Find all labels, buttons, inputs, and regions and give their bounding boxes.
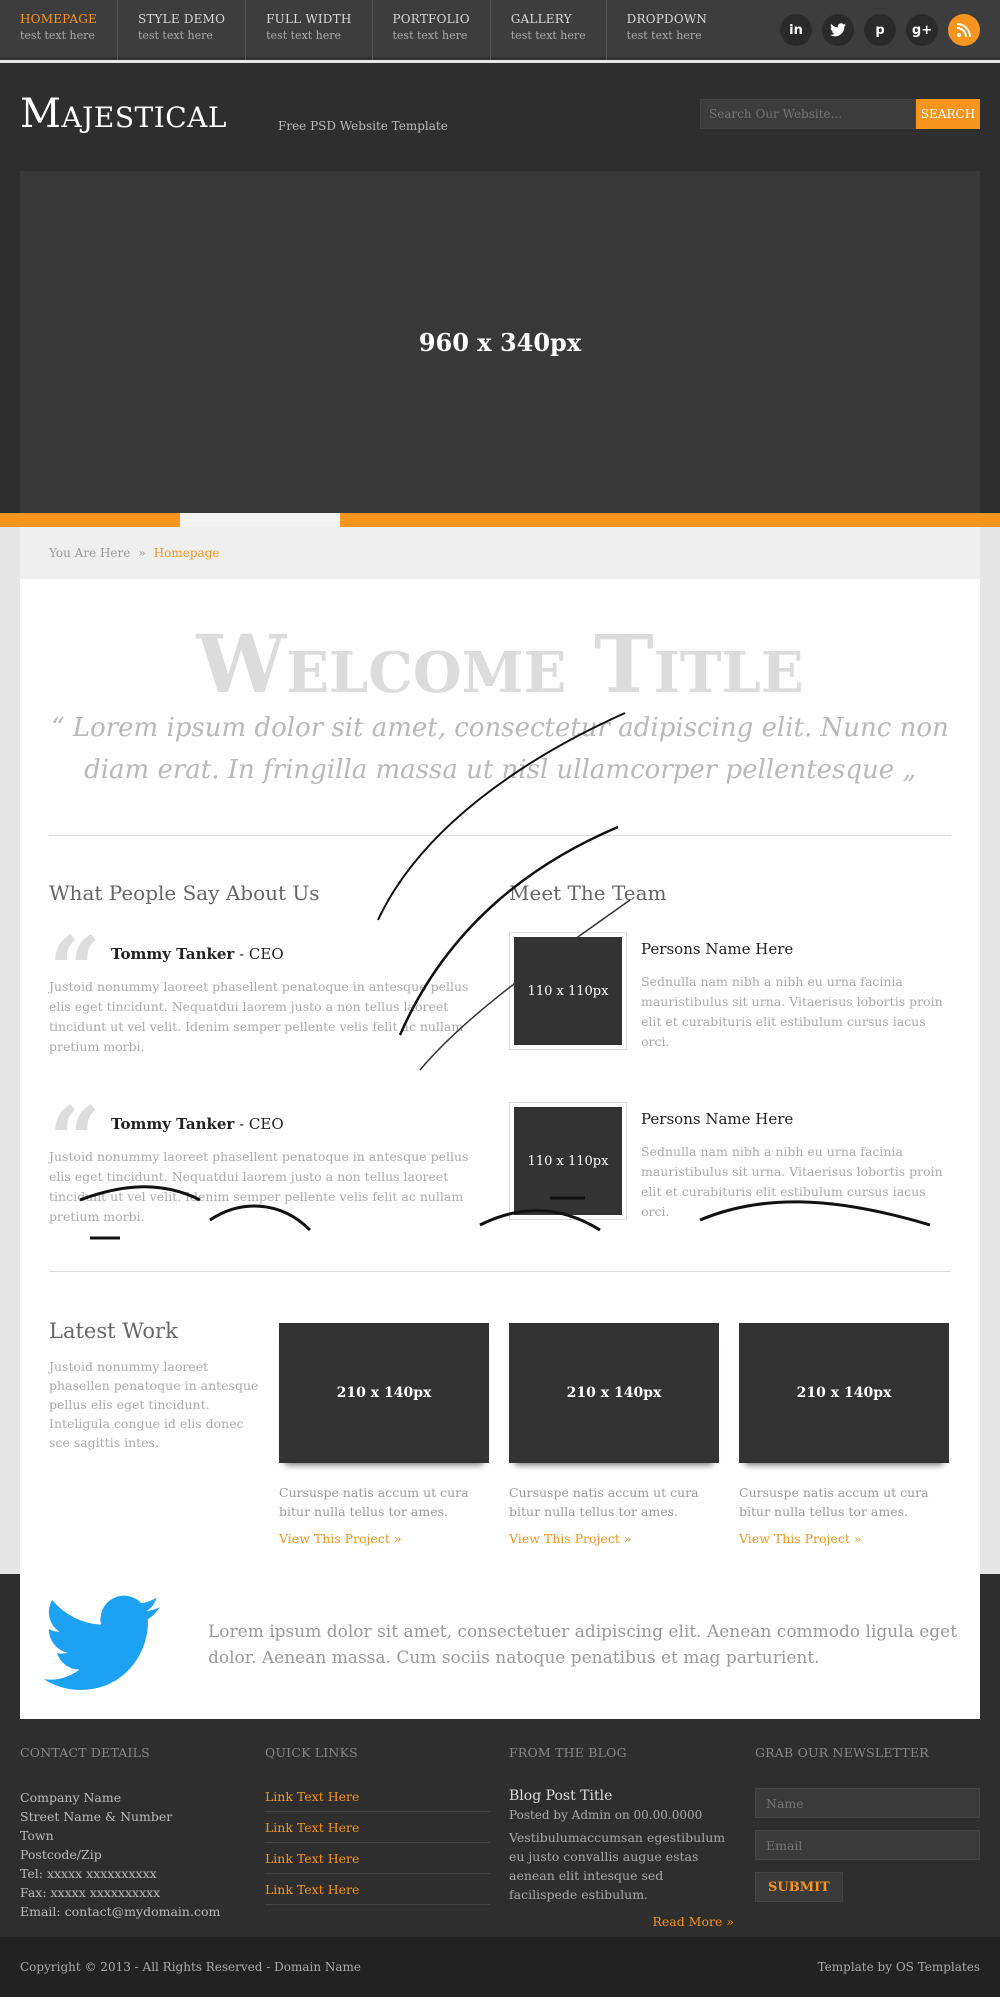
nav-item-style-demo[interactable] bbox=[118, 0, 246, 60]
welcome-quote: “ Lorem ipsum dolor sit amet, consectetur adipiscing elit. Nunc non diam erat. In fringilla massa ut nisl ullamcorper pellentesque „ bbox=[51, 713, 949, 785]
footer-contact bbox=[20, 1745, 245, 1921]
banner-label: 960 x 340px bbox=[418, 327, 582, 357]
main-content bbox=[20, 579, 980, 1574]
member-name: Persons Name Here bbox=[641, 1110, 794, 1128]
pinterest-icon[interactable]: p bbox=[864, 14, 896, 46]
nav-item-sub: test text here bbox=[626, 29, 702, 42]
nav-item-dropdown[interactable] bbox=[607, 0, 727, 60]
quote-icon: “ bbox=[49, 917, 101, 1023]
contact-line: Email: contact@mydomain.com bbox=[20, 1904, 221, 1919]
site-logo[interactable]: Majestical bbox=[20, 91, 227, 137]
divider bbox=[49, 835, 951, 836]
contact-line: Company Name bbox=[20, 1790, 122, 1805]
linkedin-icon[interactable]: in bbox=[780, 14, 812, 46]
testimonials-title: What People Say About Us bbox=[49, 881, 320, 905]
member-bio: Sednulla nam nibh a nibh eu urna facinia mauristibulus sit urna. Vitaerisus lobortis proin elit et curabituris elit estibulum cursus iacus orci. bbox=[641, 1144, 943, 1219]
team-title: Meet The Team bbox=[509, 881, 667, 905]
project-card bbox=[279, 1323, 489, 1546]
search-input[interactable] bbox=[700, 99, 916, 129]
nav-item-sub: test text here bbox=[137, 29, 213, 42]
nav-item-homepage[interactable] bbox=[0, 0, 118, 60]
breadcrumb-prefix: You Are Here bbox=[49, 546, 131, 560]
project-card bbox=[509, 1323, 719, 1546]
tweet-text: Lorem ipsum dolor sit amet, consectetuer adipiscing elit. Aenean commodo ligula eget dolor. Aenean massa. Cum sociis natoque penatibus et mag parturient. bbox=[208, 1622, 958, 1668]
banner-image-placeholder bbox=[20, 171, 980, 513]
copyright-text: Copyright © 2013 - All Rights Reserved - Domain Name bbox=[20, 1960, 362, 1974]
testimonial-author: Tommy Tanker - CEO bbox=[111, 945, 284, 963]
view-project-link[interactable]: View This Project » bbox=[279, 1531, 402, 1546]
accent-bar-gap bbox=[180, 513, 340, 527]
quick-link[interactable]: Link Text Here bbox=[265, 1812, 490, 1843]
welcome-title: Welcome Title bbox=[196, 617, 804, 711]
contact-line: Tel: xxxxx xxxxxxxxxx bbox=[20, 1866, 157, 1881]
quote-icon: “ bbox=[49, 1087, 101, 1193]
project-text: Cursuspe natis accum ut cura bitur nulla tellus tor ames. bbox=[509, 1485, 699, 1519]
quick-link[interactable]: Link Text Here bbox=[265, 1874, 490, 1905]
divider bbox=[49, 1271, 951, 1272]
nav-item-label: STYLE DEMO bbox=[137, 12, 226, 26]
contact-line: Fax: xxxxx xxxxxxxxxx bbox=[20, 1885, 161, 1900]
nav-item-sub: test text here bbox=[392, 29, 468, 42]
latest-work-text: Justoid nonummy laoreet phasellen penatoque in antesque pellus elis eget tincidunt. Inteligula congue id elis donec sce sagittis intes. bbox=[49, 1359, 259, 1450]
footer-quick-links bbox=[265, 1745, 490, 1912]
breadcrumb-separator: » bbox=[138, 546, 146, 560]
breadcrumb bbox=[20, 527, 980, 579]
testimonial-text: Justoid nonummy laoreet phasellent penatoque in antesque pellus elis eget tincidunt. Nequatdui laorem justo a non tellus laoreet tincidunt ut vel velit. Idenim semper pellente velis felit ac nullam pretium morbi. bbox=[49, 979, 469, 1054]
template-credit[interactable]: Template by OS Templates bbox=[817, 1960, 980, 1974]
footer-blog bbox=[509, 1745, 734, 1929]
member-photo: 110 x 110px bbox=[509, 1102, 627, 1220]
banner-section bbox=[0, 171, 1000, 513]
site-tagline: Free PSD Website Template bbox=[278, 119, 448, 133]
nav-item-sub: test text here bbox=[266, 29, 342, 42]
project-thumbnail[interactable]: 210 x 140px bbox=[739, 1323, 949, 1463]
breadcrumb-current[interactable]: Homepage bbox=[153, 546, 220, 560]
quick-link[interactable]: Link Text Here bbox=[265, 1843, 490, 1874]
view-project-link[interactable]: View This Project » bbox=[739, 1531, 862, 1546]
member-bio: Sednulla nam nibh a nibh eu urna facinia mauristibulus sit urna. Vitaerisus lobortis proin elit et curabituris elit estibulum cursus iacus orci. bbox=[641, 974, 943, 1049]
contact-line: Town bbox=[20, 1828, 54, 1843]
project-card bbox=[739, 1323, 949, 1546]
social-links bbox=[780, 14, 980, 46]
nav-item-label: GALLERY bbox=[510, 12, 572, 26]
nav-item-portfolio[interactable] bbox=[373, 0, 491, 60]
newsletter-submit-button[interactable]: SUBMIT bbox=[755, 1872, 843, 1902]
testimonial-text: Justoid nonummy laoreet phasellent penatoque in antesque pellus elis eget tincidunt. Nequatdui laorem justo a non tellus laoreet tincidunt ut vel velit. Idenim semper pellente velis felit ac nullam pretium morbi. bbox=[49, 1149, 469, 1224]
rss-icon[interactable] bbox=[948, 14, 980, 46]
site-footer bbox=[0, 1719, 1000, 1937]
project-thumbnail[interactable]: 210 x 140px bbox=[509, 1323, 719, 1463]
read-more-link[interactable]: Read More » bbox=[652, 1914, 734, 1929]
search-button[interactable]: SEARCH bbox=[916, 99, 980, 129]
nav-item-label: HOMEPAGE bbox=[20, 12, 97, 26]
contact-line: Postcode/Zip bbox=[20, 1847, 102, 1862]
twitter-icon[interactable] bbox=[822, 14, 854, 46]
footer-contact-title: CONTACT DETAILS bbox=[20, 1745, 150, 1760]
nav-item-label: PORTFOLIO bbox=[392, 12, 470, 26]
project-text: Cursuspe natis accum ut cura bitur nulla tellus tor ames. bbox=[739, 1485, 929, 1519]
main-nav bbox=[0, 0, 727, 60]
testimonial-author: Tommy Tanker - CEO bbox=[111, 1115, 284, 1133]
member-photo: 110 x 110px bbox=[509, 932, 627, 1050]
member-name: Persons Name Here bbox=[641, 940, 794, 958]
blog-post-meta: Posted by Admin on 00.00.0000 bbox=[509, 1808, 703, 1822]
twitter-panel bbox=[20, 1574, 980, 1719]
quick-link[interactable]: Link Text Here bbox=[265, 1781, 490, 1812]
project-text: Cursuspe natis accum ut cura bitur nulla tellus tor ames. bbox=[279, 1485, 469, 1519]
breadcrumb-trail bbox=[49, 546, 220, 560]
footer-links-title: QUICK LINKS bbox=[265, 1745, 358, 1760]
nav-item-sub: test text here bbox=[20, 29, 95, 42]
accent-bar bbox=[0, 513, 1000, 527]
nav-item-label: DROPDOWN bbox=[626, 12, 708, 26]
nav-item-full-width[interactable] bbox=[246, 0, 372, 60]
footer-newsletter-title: GRAB OUR NEWSLETTER bbox=[755, 1745, 929, 1760]
nav-item-label: FULL WIDTH bbox=[266, 12, 352, 26]
nav-item-sub: test text here bbox=[510, 29, 586, 42]
view-project-link[interactable]: View This Project » bbox=[509, 1531, 632, 1546]
blog-post-title[interactable]: Blog Post Title bbox=[509, 1788, 613, 1804]
newsletter-name-input[interactable] bbox=[755, 1788, 980, 1818]
footer-blog-title: FROM THE BLOG bbox=[509, 1745, 627, 1760]
nav-item-gallery[interactable] bbox=[491, 0, 607, 60]
project-thumbnail[interactable]: 210 x 140px bbox=[279, 1323, 489, 1463]
top-navigation-bar bbox=[0, 0, 1000, 60]
newsletter-email-input[interactable] bbox=[755, 1830, 980, 1860]
google-plus-icon[interactable]: g+ bbox=[906, 14, 938, 46]
search-form bbox=[700, 99, 980, 129]
copyright-bar bbox=[0, 1937, 1000, 1997]
twitter-bird-icon bbox=[44, 1592, 160, 1696]
latest-work-title: Latest Work bbox=[49, 1319, 178, 1343]
site-header bbox=[0, 63, 1000, 171]
blog-post-excerpt: Vestibulumaccumsan egestibulum eu justo convallis augue estas aenean elit intesque sed facilispede estibulum. bbox=[509, 1830, 726, 1902]
footer-newsletter bbox=[755, 1745, 980, 1902]
twitter-section bbox=[0, 1574, 1000, 1719]
contact-line: Street Name & Number bbox=[20, 1809, 173, 1824]
